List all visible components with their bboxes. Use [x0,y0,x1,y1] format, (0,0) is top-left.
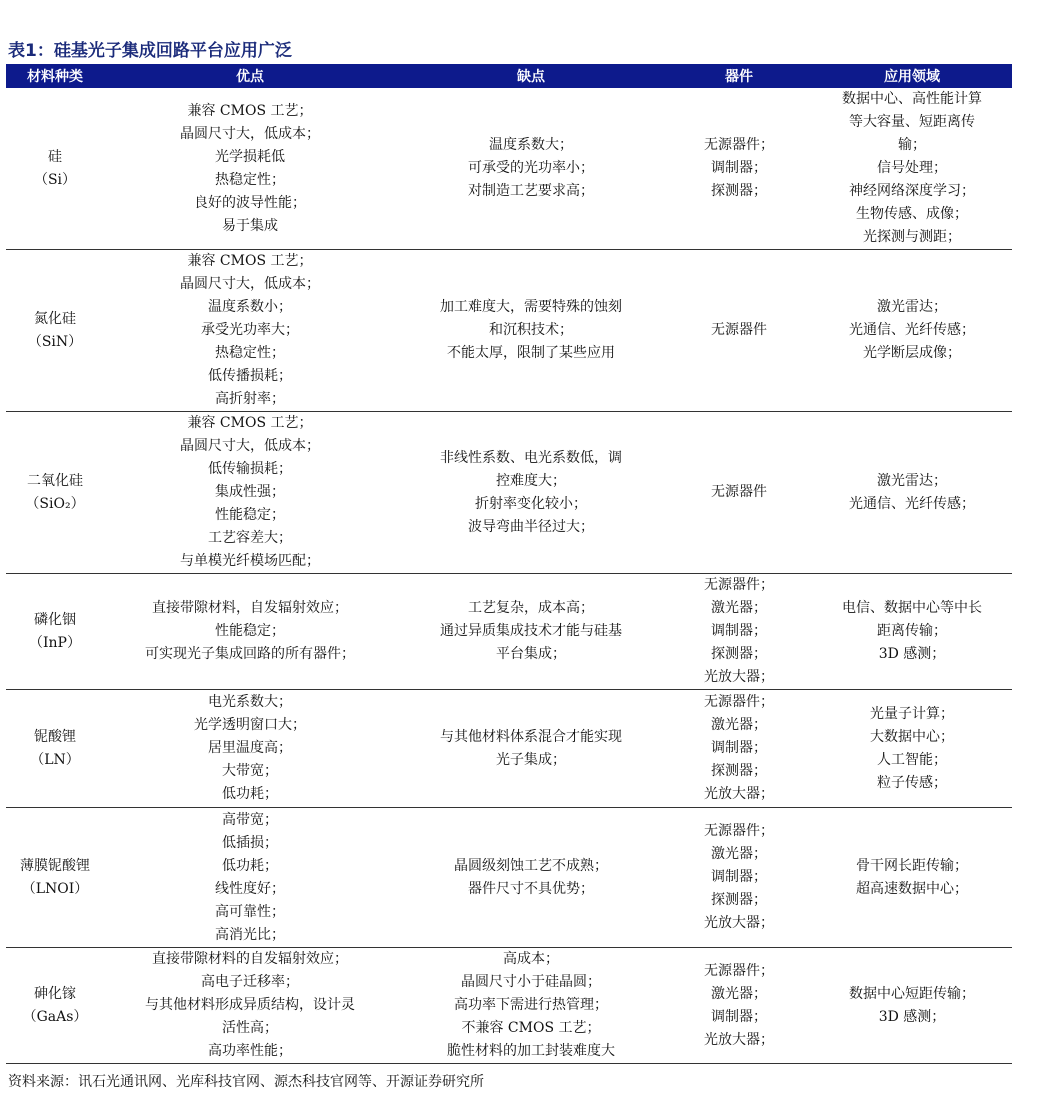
cell-line: 光学透明窗口大； [194,717,306,733]
cell-line: 与其他材料形成异质结构，设计灵 [145,997,355,1013]
source-note: 资料来源：讯石光通讯网、光库科技官网、源杰科技官网等、开源证券研究所 [8,1074,484,1090]
table-row [6,250,1012,412]
cell-line: 调制器； [711,740,767,756]
table-row [6,948,1012,1064]
cell-line: 高电子迁移率； [201,974,299,990]
cell-pros [104,948,396,1064]
cell-line: 神经网络深度学习； [849,183,975,199]
cell-line: 性能稳定； [215,623,285,639]
cell-line: 晶圆尺寸大，低成本； [180,438,320,454]
cell-pros [104,690,396,808]
cell-apps [812,88,1012,250]
cell-devices [666,808,812,948]
cell-line: 低功耗； [222,786,278,802]
cell-line: 无源器件； [704,137,774,153]
cell-line: 高折射率； [215,391,285,407]
table-body [6,88,1012,1064]
cell-line: 直接带隙材料，自发辐射效应； [152,600,348,616]
cell-line: 激光雷达； [877,472,947,489]
cell-line: 激光雷达； [877,299,947,315]
cell-line: 晶圆尺寸小于硅晶圆； [461,974,601,990]
cell-line: 无源器件 [711,322,767,338]
cell-line: 线性度好； [215,880,285,897]
cell-material [6,690,104,808]
cell-line: 晶圆尺寸大，低成本； [180,276,320,292]
cell-line: 光通信、光纤传感； [849,495,975,512]
cell-line: 激光器； [711,846,767,862]
cell-line: 薄膜铌酸锂 [20,857,90,874]
cell-line: 光放大器； [704,669,774,685]
cell-line: 氮化硅 [34,310,76,327]
cell-line: 高功率下需进行热管理； [454,997,608,1013]
header-applications: 应用领域 [812,64,1012,88]
cell-pros [104,250,396,412]
cell-pros [104,808,396,948]
cell-line: 硅 [48,148,62,165]
cell-line: 热稳定性； [215,171,285,188]
cell-line: （Si） [33,171,77,188]
cell-line: 激光器； [711,717,767,733]
cell-line: 3D 感测； [878,646,946,662]
materials-table [6,64,1012,1064]
cell-line: 大带宽； [222,763,278,779]
cell-cons [396,250,666,412]
cell-line: 高消光比； [215,926,285,943]
cell-line: 数据中心、高性能计算 [842,91,982,107]
cell-apps [812,808,1012,948]
cell-line: 和沉积技术； [489,322,573,338]
cell-line: 铌酸锂 [34,728,76,745]
cell-line: （InP） [29,634,81,651]
cell-line: （SiN） [27,333,83,350]
cell-line: 光放大器； [704,1031,774,1048]
cell-cons [396,574,666,690]
cell-apps [812,412,1012,574]
cell-line: （LNOI） [21,880,89,897]
cell-line: 调制器； [711,1008,767,1025]
cell-line: 承受光功率大； [201,322,299,338]
cell-line: 超高速数据中心； [856,880,968,897]
cell-line: （SiO₂） [25,495,85,512]
table-header-row [6,64,1012,88]
header-pros: 优点 [104,64,396,88]
cell-line: 无源器件 [711,484,767,500]
cell-line: 光放大器； [704,786,774,802]
cell-line: 调制器； [711,160,767,176]
cell-devices [666,412,812,574]
cell-line: （GaAs） [22,1008,88,1025]
table-row [6,690,1012,808]
cell-line: 激光器； [711,985,767,1002]
cell-line: 人工智能； [877,751,947,768]
cell-material [6,808,104,948]
table-title: 表1：硅基光子集成回路平台应用广泛 [8,41,292,61]
cell-line: 热稳定性； [215,345,285,361]
cell-material [6,574,104,690]
cell-line: 电光系数大； [208,694,292,710]
cell-line: 脆性材料的加工封装难度大 [447,1043,615,1059]
cell-line: 无源器件； [704,577,774,593]
cell-material [6,88,104,250]
cell-line: 探测器； [711,646,767,662]
cell-line: 调制器； [711,869,767,885]
cell-line: 工艺复杂，成本高； [468,600,594,616]
cell-line: 兼容 CMOS 工艺； [187,253,313,269]
cell-line: （LN） [30,751,80,768]
cell-line: 非线性系数、电光系数低，调 [440,449,622,466]
cell-line: 探测器； [711,892,767,908]
cell-line: 3D 感测； [878,1008,946,1025]
cell-line: 性能稳定； [215,507,285,523]
cell-apps [812,250,1012,412]
cell-line: 大数据中心； [870,728,954,745]
cell-line: 通过异质集成技术才能与硅基 [440,623,622,639]
cell-material [6,948,104,1064]
table-row [6,88,1012,250]
cell-line: 高可靠性； [215,903,285,920]
cell-line: 光通信、光纤传感； [849,322,975,338]
cell-line: 无源器件； [704,694,774,710]
cell-line: 低功耗； [222,857,278,874]
cell-line: 平台集成； [496,646,566,662]
cell-line: 探测器； [711,183,767,199]
cell-line: 信号处理； [877,160,947,176]
cell-line: 易于集成 [222,217,278,234]
cell-line: 晶圆级刻蚀工艺不成熟； [454,857,608,874]
cell-line: 电信、数据中心等中长 [842,600,982,616]
cell-line: 探测器； [711,763,767,779]
cell-line: 数据中心短距传输； [849,985,975,1002]
cell-line: 二氧化硅 [27,472,83,489]
cell-cons [396,690,666,808]
cell-line: 生物传感、成像； [856,206,968,222]
table-row [6,574,1012,690]
cell-devices [666,948,812,1064]
cell-line: 温度系数小； [208,299,292,315]
cell-line: 与单模光纤模场匹配； [180,553,320,569]
cell-line: 集成性强； [215,484,285,500]
cell-line: 兼容 CMOS 工艺； [187,415,313,431]
cell-line: 光放大器； [704,915,774,931]
cell-line: 无源器件； [704,962,774,979]
header-cons: 缺点 [396,64,666,88]
cell-apps [812,690,1012,808]
cell-devices [666,88,812,250]
cell-pros [104,88,396,250]
cell-line: 无源器件； [704,823,774,839]
cell-line: 光学断层成像； [863,345,961,361]
table-row [6,808,1012,948]
cell-line: 波导弯曲半径过大； [468,518,594,535]
cell-devices [666,690,812,808]
cell-line: 对制造工艺要求高； [468,183,594,199]
cell-pros [104,574,396,690]
cell-line: 输； [898,137,926,153]
cell-line: 良好的波导性能； [194,194,306,211]
cell-line: 磷化铟 [34,611,76,628]
cell-line: 骨干网长距传输； [856,857,968,874]
cell-line: 砷化镓 [34,985,76,1002]
cell-line: 器件尺寸不具优势； [468,880,594,897]
cell-line: 光探测与测距； [863,229,961,245]
cell-cons [396,808,666,948]
cell-cons [396,948,666,1064]
cell-apps [812,948,1012,1064]
cell-material [6,250,104,412]
cell-line: 居里温度高； [208,740,292,756]
cell-line: 可实现光子集成回路的所有器件； [145,646,355,662]
cell-line: 光子集成； [496,751,566,768]
cell-pros [104,412,396,574]
cell-line: 与其他材料体系混合才能实现 [440,728,622,745]
cell-line: 低传播损耗； [208,368,292,384]
cell-devices [666,250,812,412]
cell-line: 兼容 CMOS 工艺； [187,102,313,119]
cell-line: 粒子传感； [877,774,947,791]
cell-line: 调制器； [711,623,767,639]
cell-line: 激光器； [711,600,767,616]
cell-line: 直接带隙材料的自发辐射效应； [152,951,348,967]
cell-line: 光量子计算； [870,705,954,722]
cell-line: 晶圆尺寸大，低成本； [180,125,320,142]
cell-line: 低插损； [222,834,278,851]
cell-line: 工艺容差大； [208,530,292,546]
table-row [6,412,1012,574]
bottom-rule [6,1063,1012,1064]
cell-line: 低传输损耗； [208,461,292,477]
cell-line: 高成本； [503,951,559,967]
cell-line: 温度系数大； [489,137,573,153]
cell-devices [666,574,812,690]
cell-line: 可承受的光功率小； [468,160,594,176]
cell-line: 控难度大； [496,472,566,489]
cell-line: 距离传输； [877,623,947,639]
cell-material [6,412,104,574]
header-material: 材料种类 [6,64,104,88]
cell-line: 高带宽； [222,811,278,828]
header-devices: 器件 [666,64,812,88]
cell-line: 不兼容 CMOS 工艺； [461,1020,601,1036]
cell-cons [396,412,666,574]
cell-line: 光学损耗低 [215,148,285,165]
cell-line: 等大容量、短距离传 [849,114,975,130]
cell-line: 加工难度大，需要特殊的蚀刻 [440,299,622,315]
cell-line: 折射率变化较小； [475,495,587,512]
cell-line: 活性高； [222,1020,278,1036]
cell-apps [812,574,1012,690]
cell-line: 高功率性能； [208,1043,292,1059]
cell-line: 不能太厚，限制了某些应用 [447,345,615,361]
cell-cons [396,88,666,250]
